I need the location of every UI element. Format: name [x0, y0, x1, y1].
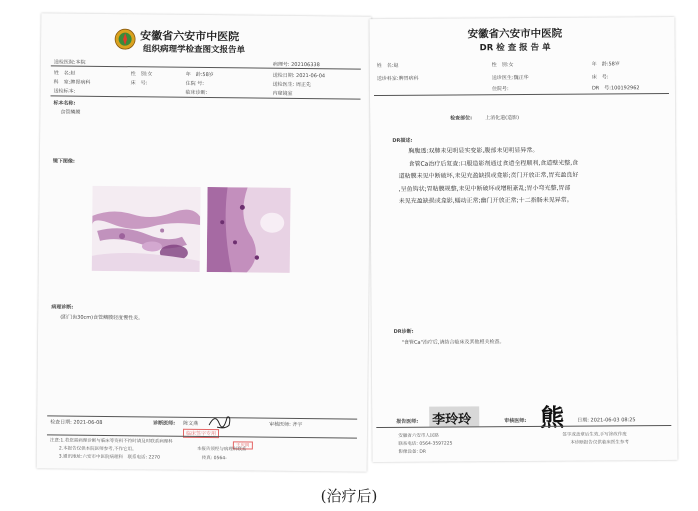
hospital-name: 安徽省六安市中医院	[467, 27, 563, 41]
diagnosis-value: (距门齿30cm)食管鳞膜轻度慢性炎。	[60, 314, 144, 322]
footer-device: 影像设备: DR	[398, 449, 427, 455]
diag-doctor: 陈文燕	[183, 420, 199, 427]
desc-text	[398, 145, 578, 209]
footer-note-2: 本诊断报告仅供临床医生参考	[570, 440, 629, 446]
clinical-stamp: 临床签字专用	[183, 429, 219, 438]
exam-part-label: 检查部位:	[450, 115, 473, 122]
dr-report	[369, 17, 677, 462]
hosp-no: 住院号:	[491, 86, 509, 93]
footer-address: 安徽省六安市人民路	[398, 433, 439, 439]
footer-note-1: 签字或盖章后生效,手写涂改作废	[562, 432, 627, 438]
hospital-name: 安徽省六安市中医院	[140, 29, 240, 44]
patient-age: 年 龄:58岁	[185, 71, 214, 79]
send-doctor: 送诊医生:魏正华	[491, 74, 529, 82]
hosp-no: 住院 号:	[185, 80, 204, 87]
send-doctor: 送检医生: 周正先	[272, 81, 311, 89]
review-doctor-label: 审核医师:	[504, 417, 527, 425]
footer-phone: 联系电话: 0564-3597225	[398, 441, 453, 447]
desc-line: 食管Ca治疗后复查:口服造影剂通过食道全程顺利,食道壁光整,食	[408, 159, 579, 168]
desc-line: 未见充盈缺损或龛影,蠕动正常;幽门开放正常;十二指肠未见异常。	[398, 197, 573, 206]
check-room: 内窥镜室	[272, 90, 293, 97]
desc-heading: DR描述:	[392, 137, 413, 144]
send-dept: 送诊科室:脾胃病科	[376, 75, 419, 83]
pathology-report	[37, 13, 372, 471]
desc-line: 胸腹透:双肺未见明显实变影,腹部未见明显异常。	[408, 146, 539, 155]
specimen-heading: 标本名称:	[53, 100, 76, 107]
bed-no: 床 号:	[130, 80, 148, 87]
patient-name: 姓 名:赵	[53, 70, 76, 77]
caption: (治疗后)	[320, 487, 378, 505]
bed-no: 床 号:	[591, 74, 609, 81]
micrograph-2	[207, 187, 291, 273]
stamp-2: 王庆明	[233, 441, 253, 449]
report-title: 组织病理学检查图文报告单	[142, 44, 246, 56]
desc-line: 道粘膜未见中断破坏,未见充盈缺损或龛影;贲门开放正常,胃充盈良好	[398, 171, 579, 181]
footer-note-1: 注意:1.若您需病理诊断与临床等资料不符时请及时联系病理科	[49, 438, 173, 445]
hospital-logo	[114, 28, 136, 50]
check-date: 检查日期: 2021-06-08	[50, 419, 103, 426]
review-doctor: 审核医师: 齐宇	[269, 421, 303, 429]
send-date: 送检日期: 2021-06-04	[272, 72, 326, 80]
clinical-diagnosis: 临床诊断:	[185, 89, 208, 97]
specimen-label: 送检标本:	[53, 88, 76, 95]
footer-note-3: 3.通讯地址:六安市中医院病理科 联系电话: 2270	[58, 454, 160, 461]
footer-note-right: 本报告须经与病理科联系	[196, 446, 247, 453]
report-doctor-signature: 李玲玲	[432, 412, 472, 428]
report-title: DR 检 查 报 告 单	[479, 42, 551, 54]
patient-age: 年 龄:58岁	[591, 61, 620, 68]
diag-doctor-label: 诊断医师:	[153, 420, 176, 427]
specimen-value: 食管鳞膜	[60, 109, 81, 116]
dr-diag-value: "食管Ca"治疗后,请结合临床及其他相关检查。	[401, 339, 505, 346]
pathology-no: 病理号: 202106338	[272, 61, 320, 69]
footer-note-3b: 传真: 0564-	[201, 455, 227, 462]
patient-name: 姓 名:赵	[376, 62, 399, 70]
send-hospital: 送检医院:本院	[53, 59, 86, 66]
patient-gender: 性 别:女	[491, 62, 514, 69]
report-doctor-label: 报告医师:	[396, 418, 419, 425]
department: 科 室:脾胃病科	[53, 79, 91, 86]
images-heading: 镜下图像:	[52, 158, 75, 165]
patient-gender: 性 别:女	[130, 71, 153, 78]
report-date: 日期: 2021-06-03 08:25	[577, 417, 636, 424]
micrograph-1	[92, 186, 201, 272]
dr-diag-heading: DR诊断:	[393, 328, 414, 335]
footer-note-2: 2.本报告仅供本院医师参考,不作它用。	[58, 446, 137, 453]
exam-part: 上消化道(造影)	[485, 115, 520, 122]
diagnosis-heading: 病理诊断:	[51, 304, 74, 311]
dr-no: DR 号:100192962	[591, 85, 640, 92]
desc-line: ,呈鱼钩状;胃粘膜规整,未见中断破坏或增粗紊乱;胃小弯光整,胃部	[398, 184, 571, 193]
review-doctor-signature: 熊	[540, 402, 565, 432]
